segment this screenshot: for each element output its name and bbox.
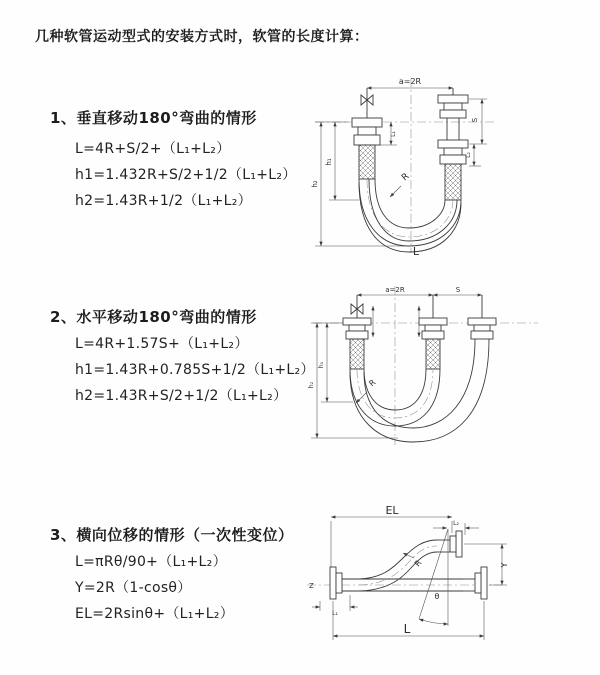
centerline-mark: Z: [309, 582, 314, 590]
dim-label-y: Y: [500, 562, 509, 568]
dimension-a2r: [357, 286, 433, 295]
dim-label-a2r: a=2R: [385, 286, 405, 294]
dim-label-l: L: [403, 622, 411, 636]
upper-flange-displaced: [437, 531, 462, 557]
dim-label-a2r: a=2R: [398, 77, 422, 86]
right-flange-initial: [463, 567, 487, 599]
end-length-ticks: [373, 306, 419, 337]
section-2-formula-h2: h2=1.43R+S/2+1/2（L₁+L₂）: [75, 388, 288, 404]
dim-label-l2: L₂: [465, 152, 472, 158]
diagram-2-horizontal-180-bend: [303, 280, 593, 450]
angle-label: θ: [434, 592, 440, 601]
section-3-formula-Y: Y=2R（1-cosθ）: [75, 580, 192, 596]
left-flange: [330, 567, 359, 599]
page-title: 几种软管运动型式的安装方式时，软管的长度计算：: [35, 29, 369, 45]
dimension-a2r: [367, 77, 453, 88]
section-2-formula-h1: h1=1.43R+0.785S+1/2（L₁+L₂）: [75, 362, 315, 378]
right-hose-end-fitting-moved: [468, 295, 496, 339]
s-curve-hose-displaced: [359, 540, 437, 591]
radius-callout: [390, 172, 411, 197]
section-2-heading: 2、水平移动180°弯曲的情形: [50, 308, 257, 326]
braided-hose-section: [359, 145, 375, 179]
radius-label: R: [367, 377, 378, 389]
dim-label-l1: L₁: [332, 610, 338, 617]
dim-label-el: EL: [385, 504, 399, 517]
dim-label-h2: h₂: [311, 180, 319, 188]
middle-hose-end-fitting: [419, 295, 447, 369]
dimension-s: [433, 286, 482, 295]
section-3-formula-EL: EL=2Rsinθ+（L₁+L₂）: [75, 606, 235, 622]
dimension-el: [331, 504, 452, 567]
radius-callout: [356, 378, 378, 403]
braided-hose-section: [426, 339, 440, 369]
dim-label-l1: L₁: [390, 131, 397, 137]
braided-hose-section: [350, 339, 364, 369]
section-3-heading: 3、横向位移的情形（一次性变位）: [50, 526, 294, 544]
right-hose-end-fitting: [438, 88, 468, 200]
dim-label-h1: h₁: [318, 361, 325, 369]
u-bend-hose-position-2: [350, 339, 489, 442]
dim-label-h2: h₂: [308, 381, 315, 389]
dim-label-s: S: [455, 286, 461, 294]
dim-label-l2: L₂: [453, 520, 459, 527]
diagram-3-lateral-displacement: [297, 495, 597, 660]
dim-label-h1: h₁: [325, 158, 333, 166]
diagram-1-vertical-180-bend: [303, 68, 593, 258]
left-hose-end-fitting: [343, 295, 371, 369]
radius-label: R: [412, 558, 424, 569]
section-1-formula-h1: h1=1.432R+S/2+1/2（L₁+L₂）: [75, 167, 297, 183]
angle-construction: [419, 529, 448, 626]
centerlines: [313, 286, 538, 445]
section-1-formula-h2: h2=1.43R+1/2（L₁+L₂）: [75, 193, 252, 209]
left-hose-end-fitting: [352, 88, 382, 179]
dimension-h1: [325, 122, 359, 200]
section-1-heading: 1、垂直移动180°弯曲的情形: [50, 109, 257, 127]
section-3-formula-L: L=πRθ/90+（L₁+L₂）: [75, 554, 227, 570]
centerlines: [315, 78, 495, 253]
dim-label-s: S: [471, 117, 479, 123]
section-1-formula-L: L=4R+S/2+（L₁+L₂）: [75, 141, 231, 157]
braided-hose-section: [445, 164, 461, 200]
section-2-formula-L: L=4R+1.57S+（L₁+L₂）: [75, 336, 249, 352]
radius-label: R: [400, 171, 412, 184]
length-label: L: [412, 245, 420, 258]
dimension-s: [469, 99, 487, 144]
